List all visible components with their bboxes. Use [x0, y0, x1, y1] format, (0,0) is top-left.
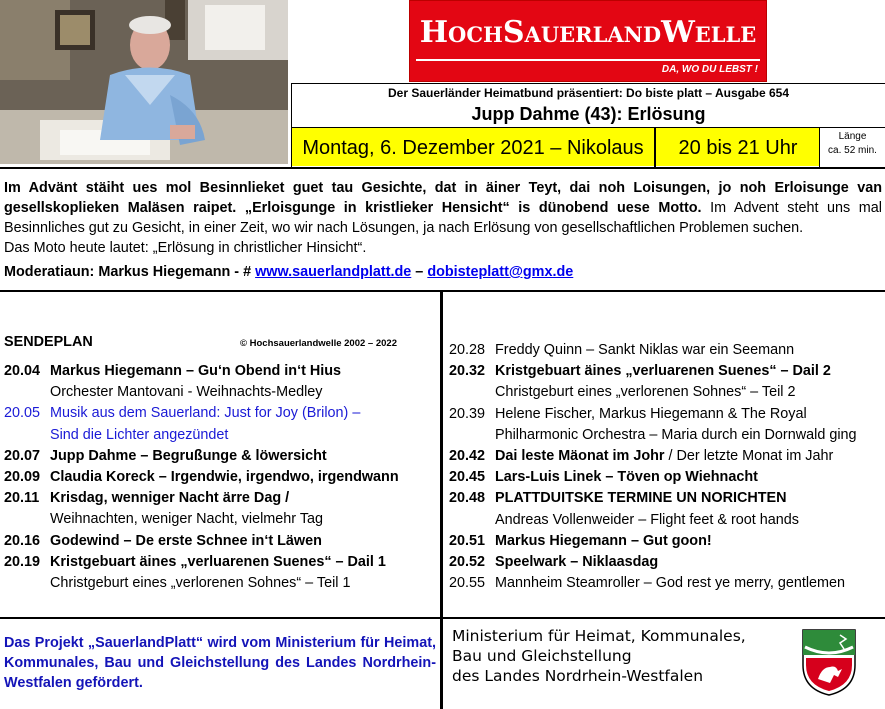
entry-time: 20.55 — [449, 575, 486, 592]
ministry-line-3: des Landes Nordrhein-Westfalen — [452, 667, 704, 685]
entry-subtitle: Christgeburt eines „verlorenen Sohnes“ – Teil 2 — [495, 384, 796, 401]
schedule-entry — [449, 340, 885, 361]
length-label: Länge — [838, 131, 867, 142]
entry-title: Freddy Quinn – Sankt Niklas war ein Seemann — [495, 342, 795, 358]
email-link[interactable]: dobisteplatt@gmx.de — [427, 264, 574, 280]
website-link[interactable]: www.sauerlandplatt.de — [255, 264, 412, 280]
entry-time: 20.48 — [449, 490, 486, 507]
schedule-entry — [449, 467, 885, 488]
logo-text: HochSauerlandWelle — [419, 15, 757, 50]
schedule-entry — [4, 488, 436, 509]
entry-title: PLATTDUITSKE TERMINE UN NORICHTEN — [495, 490, 787, 507]
intro-motto: Das Moto heute lautet: „Erlösung in christlicher Hinsicht“. — [4, 240, 367, 256]
entry-title: Mannheim Steamroller – God rest ye merry, gentlemen — [495, 575, 846, 592]
schedule-entry — [4, 467, 436, 488]
entry-title: Jupp Dahme – Begrußunge & löwersicht — [50, 447, 327, 464]
broadcast-date: Montag, 6. Dezember 2021 – Nikolaus — [302, 137, 644, 159]
nrw-crest-icon — [800, 627, 858, 697]
schedule-right-column — [449, 340, 885, 594]
entry-time: 20.04 — [4, 363, 41, 379]
length-value: ca. 52 min. — [828, 145, 877, 156]
entry-time: 20.52 — [449, 554, 486, 571]
entry-title: Claudia Koreck – Irgendwie, irgendwo, irgendwann — [50, 469, 399, 486]
intro-hochdeutsch: Im Advent steht uns mal Besinnliches gut zu Gesicht, in einer Zeit, wo wir nach Lösungen, ja nach Erlösung von gesellschaftlichen Problemen suchen. — [4, 200, 882, 236]
entry-title: Kristgebuart äines „verluarenen Suenes“ – Dail 2 — [495, 363, 831, 380]
entry-time: 20.05 — [4, 405, 41, 422]
entry-title: Helene Fischer, Markus Hiegemann & The Royal — [495, 405, 807, 422]
divider — [0, 617, 885, 619]
episode-title: Jupp Dahme (43): Erlösung — [471, 104, 706, 124]
entry-time: 20.39 — [449, 405, 486, 422]
presents-line: Der Sauerländer Heimatbund präsentiert: Do biste platt – Ausgabe 654 — [388, 86, 789, 100]
entry-translation: / Der letzte Monat im Jahr — [664, 448, 834, 465]
entry-time: 20.11 — [4, 490, 40, 507]
schedule-entry — [4, 403, 436, 424]
entry-time: 20.16 — [4, 532, 41, 549]
entry-subtitle: Christgeburt eines „verlorenen Sohnes“ – Teil 1 — [50, 575, 351, 592]
schedule-entry — [449, 573, 885, 594]
intro-text — [4, 178, 882, 258]
entry-subtitle: Orchester Mantovani - Weihnachts-Medley — [50, 384, 323, 401]
ministry-name — [452, 626, 746, 686]
entry-time: 20.28 — [449, 342, 486, 358]
schedule-entry — [449, 488, 885, 509]
ministry-line-1: Ministerium für Heimat, Kommunales, — [452, 627, 746, 645]
entry-title: Markus Hiegemann – Gut goon! — [495, 532, 712, 549]
broadcast-time: 20 bis 21 Uhr — [678, 137, 798, 159]
logo-swoosh — [416, 59, 760, 61]
entry-title: Godewind – De erste Schnee in‘t Läwen — [50, 532, 322, 549]
length-info — [820, 130, 885, 158]
entry-title: Krisdag, wenniger Nacht ärre Dag / — [50, 490, 290, 507]
ministry-line-2: Bau und Gleichstellung — [452, 647, 632, 665]
entry-time: 20.42 — [449, 448, 486, 465]
link-separator: – — [415, 264, 424, 280]
divider — [291, 83, 885, 84]
schedule-left-column — [4, 361, 436, 594]
entry-subtitle: Philharmonic Orchestra – Maria durch ein Dornwald ging — [495, 426, 857, 443]
entry-title: Markus Hiegemann – Gu‘n Obend in‘t Hius — [50, 363, 342, 379]
entry-title: Lars-Luis Linek – Töven op Wiehnacht — [495, 469, 758, 486]
entry-time: 20.09 — [4, 469, 41, 486]
entry-title: Dai leste Mäonat im Johr — [495, 448, 665, 465]
copyright: © Hochsauerlandwelle 2002 – 2022 — [240, 338, 397, 349]
schedule-entry — [449, 552, 885, 573]
intro-plattdeutsch: Im Advänt stäiht ues mol Besinnlieket guet tau Gesichte, dat in äiner Teyt, dai noh Loisungen, jo noh Erloisunge van gesellskoplieken Maläsen raipet. „Erloisgunge in kristlieker Hensicht“ is dünobend uese Motto. — [4, 180, 882, 216]
schedule-entry — [4, 446, 436, 467]
entry-time: 20.32 — [449, 363, 486, 380]
entry-title: Musik aus dem Sauerland: Just for Joy (Brilon) – — [50, 405, 361, 422]
moderation-label: Moderatiaun: Markus Hiegemann - # — [4, 264, 252, 280]
entry-subtitle: Weihnachten, weniger Nacht, vielmehr Tag — [50, 511, 324, 528]
schedule-entry — [4, 552, 436, 573]
project-funding-text: Das Projekt „SauerlandPlatt“ wird vom Ministerium für Heimat, Kommunales, Bau und Gleichstellung des Landes Nordrhein-Westfalen gefördert. — [4, 635, 436, 691]
entry-title: Kristgebuart äines „verluarenen Suenes“ – Dail 1 — [50, 553, 386, 570]
schedule-entry — [449, 446, 885, 467]
entry-subtitle: Andreas Vollenweider – Flight feet & root hands — [495, 511, 799, 528]
schedule-entry — [4, 531, 436, 552]
divider — [0, 167, 885, 169]
host-photo — [0, 0, 288, 164]
entry-time: 20.45 — [449, 469, 486, 486]
entry-time: 20.07 — [4, 447, 41, 464]
entry-time: 20.19 — [4, 553, 41, 570]
schedule-entry — [449, 361, 885, 382]
schedule-entry — [449, 404, 885, 425]
schedule-entry — [449, 531, 885, 552]
entry-time: 20.51 — [449, 532, 486, 549]
entry-title: Speelwark – Niklaasdag — [495, 554, 659, 571]
entry-subtitle: Sind die Lichter angezündet — [50, 426, 229, 443]
column-divider — [440, 292, 443, 709]
schedule-heading: SENDEPLAN — [4, 334, 93, 350]
logo-slogan: DA, WO DU LEBST ! — [661, 64, 758, 75]
schedule-entry — [4, 361, 436, 382]
hochsauerlandwelle-logo — [409, 0, 767, 82]
moderation-line — [4, 262, 882, 282]
